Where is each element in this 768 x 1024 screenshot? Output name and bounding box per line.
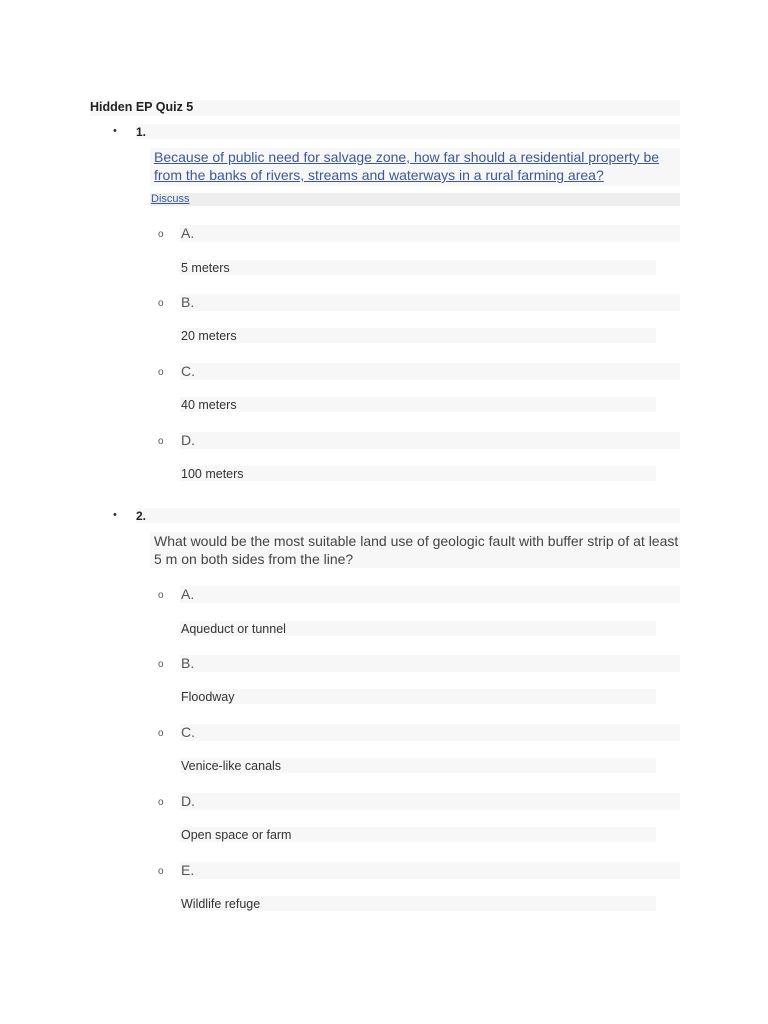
option-text: Floodway <box>181 690 235 704</box>
option-letter: E. <box>181 862 195 878</box>
option-text-band <box>180 466 656 481</box>
q2-number-band <box>136 508 680 523</box>
option-text: 5 meters <box>181 261 230 275</box>
question-text: What would be the most suitable land use of geologic fault with buffer strip of at least 5 m on both sides from the line? <box>154 533 679 567</box>
discuss-band <box>150 193 680 206</box>
option-text: 100 meters <box>181 467 244 481</box>
circle-bullet-icon: o <box>158 298 164 309</box>
circle-bullet-icon: o <box>158 436 164 447</box>
option-text-band <box>180 328 656 343</box>
option-text: 20 meters <box>181 329 237 343</box>
question-number: 2. <box>136 509 147 523</box>
option-text: Venice-like canals <box>181 759 282 773</box>
bullet-icon: • <box>113 509 117 521</box>
option-letter-band <box>180 862 680 879</box>
circle-bullet-icon: o <box>158 590 164 601</box>
option-text: Aqueduct or tunnel <box>181 622 286 636</box>
option-text-band <box>180 689 656 704</box>
question-number: 1. <box>136 125 147 139</box>
option-letter-band <box>180 225 680 242</box>
option-letter-band <box>180 724 680 741</box>
discuss-link[interactable]: Discuss <box>151 193 190 205</box>
circle-bullet-icon: o <box>158 866 164 877</box>
question-link[interactable]: Because of public need for salvage zone, how far should a residential property be from the banks of rivers, streams and waterways in a rural farming area? <box>154 149 660 183</box>
option-letter-band <box>180 793 680 810</box>
bullet-icon: • <box>113 125 117 137</box>
circle-bullet-icon: o <box>158 659 164 670</box>
option-letter: D. <box>181 432 195 448</box>
option-text-band <box>180 260 656 275</box>
option-letter: D. <box>181 793 195 809</box>
option-letter: C. <box>181 363 195 379</box>
option-letter: A. <box>181 225 195 241</box>
option-text: Wildlife refuge <box>181 897 261 911</box>
option-text-band <box>180 397 656 412</box>
option-letter: B. <box>181 294 195 310</box>
option-letter: B. <box>181 655 195 671</box>
option-letter-band <box>180 655 680 672</box>
circle-bullet-icon: o <box>158 367 164 378</box>
option-letter-band <box>180 363 680 380</box>
option-letter-band <box>180 432 680 449</box>
option-letter: C. <box>181 724 195 740</box>
option-text: Open space or farm <box>181 828 292 842</box>
page-title: Hidden EP Quiz 5 <box>90 100 194 114</box>
option-letter-band <box>180 294 680 311</box>
option-text: 40 meters <box>181 398 237 412</box>
circle-bullet-icon: o <box>158 728 164 739</box>
q1-number-band <box>136 124 680 139</box>
circle-bullet-icon: o <box>158 797 164 808</box>
option-letter-band <box>180 586 680 603</box>
circle-bullet-icon: o <box>158 229 164 240</box>
option-letter: A. <box>181 586 195 602</box>
